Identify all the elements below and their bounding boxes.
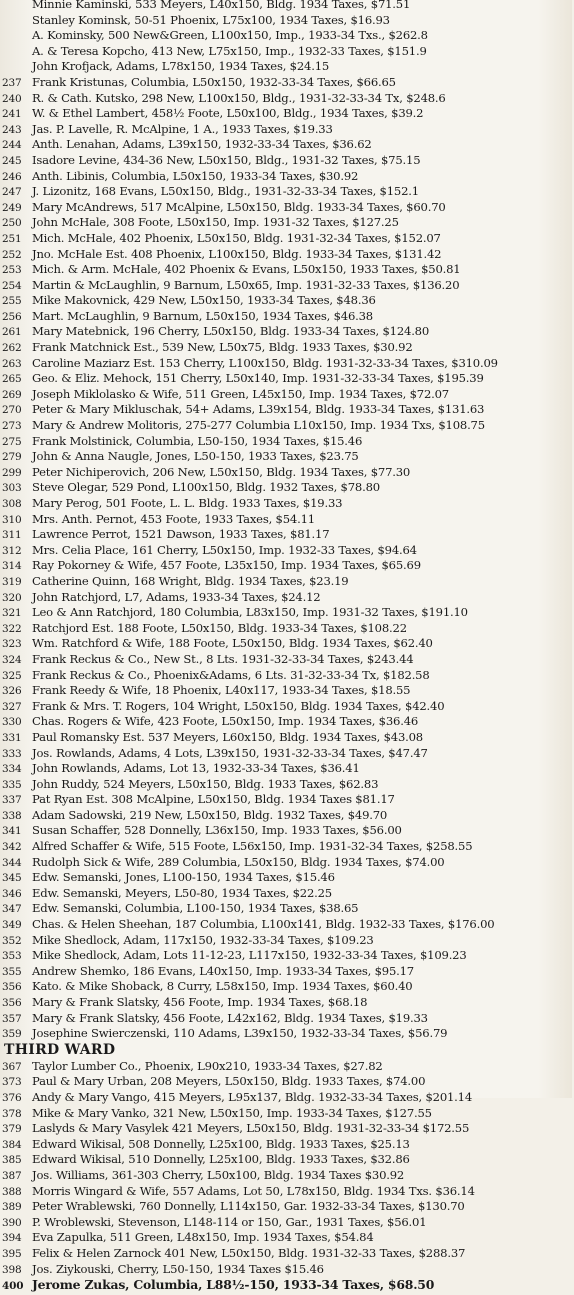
entry-text: Mary & Frank Slatsky, 456 Foote, Imp. 1934 Taxes, $68.18 <box>32 995 368 1009</box>
tax-entry <box>2 683 574 699</box>
tax-entry <box>2 512 574 528</box>
entry-text: R. & Cath. Kutsko, 298 New, L100x150, Bldg., 1931-32-33-34 Tx, $248.6 <box>32 90 446 105</box>
entry-text: Lawrence Perrot, 1521 Dawson, 1933 Taxes, $81.17 <box>32 527 330 542</box>
tax-entry <box>2 543 574 559</box>
entry-number: 367 <box>2 1060 22 1073</box>
entry-text: Mary Perog, 501 Foote, L. L. Bldg. 1933 Taxes, $19.33 <box>32 496 343 510</box>
entry-number: 376 <box>2 1091 22 1104</box>
entry-text: Jno. McHale Est. 408 Phoenix, L100x150, Bldg. 1933-34 Taxes, $131.42 <box>32 246 442 261</box>
entry-text: Stanley Kominsk, 50-51 Phoenix, L75x100, 1934 Taxes, $16.93 <box>32 12 390 27</box>
entry-number: 262 <box>2 342 22 355</box>
entry-number: 319 <box>2 575 22 588</box>
entry-text: Martin & McLaughlin, 9 Barnum, L50x65, Imp. 1931-32-33 Taxes, $136.20 <box>32 277 460 292</box>
tax-entry <box>2 309 574 325</box>
entry-text: Jerome Zukas, Columbia, L88½-150, 1933-34 Taxes, $68.50 <box>32 1277 435 1293</box>
entry-number: 324 <box>2 653 22 666</box>
entry-text: Caroline Maziarz Est. 153 Cherry, L100x150, Bldg. 1931-32-33-34 Taxes, $310.09 <box>32 355 498 370</box>
tax-entry <box>2 823 574 839</box>
tax-entry <box>2 979 574 995</box>
entry-number: 243 <box>2 123 22 136</box>
tax-entry <box>2 465 574 481</box>
entry-number: 303 <box>2 482 22 495</box>
entry-text: Ratchjord Est. 188 Foote, L50x150, Bldg. 1933-34 Taxes, $108.22 <box>32 620 407 635</box>
entry-text: Frank & Mrs. T. Rogers, 104 Wright, L50x150, Bldg. 1934 Taxes, $42.40 <box>32 698 445 713</box>
tax-entry <box>2 324 574 340</box>
entry-number: 378 <box>2 1107 22 1120</box>
entry-number: 347 <box>2 903 22 916</box>
entry-text: Anth. Libinis, Columbia, L50x150, 1933-34 Taxes, $30.92 <box>32 168 359 183</box>
entry-text: J. Lizonitz, 168 Evans, L50x150, Bldg., 1931-32-33-34 Taxes, $152.1 <box>32 184 419 199</box>
entry-text: Frank Reedy & Wife, 18 Phoenix, L40x117, 1933-34 Taxes, $18.55 <box>32 683 411 698</box>
tax-entry <box>2 28 574 44</box>
tax-entry <box>2 1011 574 1027</box>
tax-entry <box>2 200 574 216</box>
entry-number: 244 <box>2 139 22 152</box>
tax-entry <box>2 215 574 231</box>
entry-number: 353 <box>2 950 22 963</box>
tax-entry <box>2 1090 574 1106</box>
entry-number: 400 <box>2 1280 24 1293</box>
tax-entry <box>2 1199 574 1215</box>
entry-number: 341 <box>2 825 22 838</box>
entry-number: 342 <box>2 841 22 854</box>
tax-entry <box>2 699 574 715</box>
entry-text: Alfred Schaffer & Wife, 515 Foote, L56x150, Imp. 1931-32-34 Taxes, $258.55 <box>32 839 473 854</box>
entry-number: 357 <box>2 1012 22 1025</box>
entry-number: 308 <box>2 498 22 510</box>
entry-number: 255 <box>2 295 22 308</box>
entry-number: 388 <box>2 1185 22 1198</box>
entry-text: Edw. Semanski, Meyers, L50-80, 1934 Taxes, $22.25 <box>32 885 332 900</box>
tax-entry <box>2 91 574 107</box>
entry-text: Leo & Ann Ratchjord, 180 Columbia, L83x150, Imp. 1931-32 Taxes, $191.10 <box>32 605 468 620</box>
tax-entry <box>2 293 574 309</box>
tax-entry <box>2 13 574 29</box>
tax-entry <box>2 153 574 169</box>
tax-entry <box>2 434 574 450</box>
entry-number: 344 <box>2 856 22 869</box>
entry-number: 345 <box>2 872 22 885</box>
entry-text: Mike & Mary Vanko, 321 New, L50x150, Imp. 1933-34 Taxes, $127.55 <box>32 1105 432 1120</box>
entry-number: 352 <box>2 934 22 947</box>
entry-number: 394 <box>2 1232 22 1245</box>
entry-number: 237 <box>2 76 22 89</box>
entry-text: Rudolph Sick & Wife, 289 Columbia, L50x150, Bldg. 1934 Taxes, $74.00 <box>32 854 445 869</box>
tax-entry <box>2 1277 574 1293</box>
entry-text: Mich. & Arm. McHale, 402 Phoenix & Evans, L50x150, 1933 Taxes, $50.81 <box>32 262 461 277</box>
tax-entry <box>2 574 574 590</box>
entry-number: 359 <box>2 1028 22 1041</box>
tax-entry <box>2 1059 574 1075</box>
entry-number: 249 <box>2 201 22 214</box>
entry-text: Frank Matchnick Est., 539 New, L50x75, Bldg. 1933 Taxes, $30.92 <box>32 340 413 355</box>
tax-entry <box>2 964 574 980</box>
entry-text: Josephine Swierczenski, 110 Adams, L39x150, 1932-33-34 Taxes, $56.79 <box>32 1026 448 1041</box>
tax-entry <box>2 371 574 387</box>
tax-entry <box>2 44 574 60</box>
tax-entry <box>2 590 574 606</box>
tax-entry <box>2 917 574 933</box>
entry-number: 334 <box>2 763 22 776</box>
tax-entry <box>2 418 574 434</box>
entry-number: 263 <box>2 357 22 370</box>
entry-text: Chas. Rogers & Wife, 423 Foote, L50x150, Imp. 1934 Taxes, $36.46 <box>32 714 419 729</box>
entry-text: Geo. & Eliz. Mehock, 151 Cherry, L50x140, Imp. 1931-32-33-34 Taxes, $195.39 <box>32 371 484 386</box>
entry-number: 252 <box>2 248 22 261</box>
entry-number: 321 <box>2 607 22 620</box>
entry-text: Mrs. Celia Place, 161 Cherry, L50x150, Imp. 1932-33 Taxes, $94.64 <box>32 542 417 557</box>
entry-text: Paul Romansky Est. 537 Meyers, L60x150, Bldg. 1934 Taxes, $43.08 <box>32 729 423 744</box>
tax-entry <box>2 1074 574 1090</box>
entry-number: 320 <box>2 591 22 604</box>
tax-entry <box>2 995 574 1011</box>
tax-entry <box>2 278 574 294</box>
entry-text: Frank Kristunas, Columbia, L50x150, 1932-33-34 Taxes, $66.65 <box>32 74 396 89</box>
entry-number: 355 <box>2 965 22 978</box>
tax-entry <box>2 808 574 824</box>
tax-entry <box>2 746 574 762</box>
entry-text: Frank Molstinick, Columbia, L50-150, 1934 Taxes, $15.46 <box>32 433 363 448</box>
entry-number: 398 <box>2 1263 22 1276</box>
entry-text: John Rowlands, Adams, Lot 13, 1932-33-34 Taxes, $36.41 <box>32 761 360 776</box>
entry-text: Wm. Ratchford & Wife, 188 Foote, L50x150, Bldg. 1934 Taxes, $62.40 <box>32 636 433 651</box>
tax-entry <box>2 59 574 75</box>
entry-number: 246 <box>2 170 22 183</box>
tax-entry <box>2 792 574 808</box>
entry-text: John Ratchjord, L7, Adams, 1933-34 Taxes, $24.12 <box>32 589 321 604</box>
tax-entry <box>2 247 574 263</box>
tax-entry <box>2 75 574 91</box>
entry-text: Anth. Lenahan, Adams, L39x150, 1932-33-34 Taxes, $36.62 <box>32 137 372 152</box>
tax-entry <box>2 652 574 668</box>
entry-text: Morris Wingard & Wife, 557 Adams, Lot 50, L78x150, Bldg. 1934 Txs. $36.14 <box>32 1183 475 1198</box>
entry-number: 247 <box>2 186 22 199</box>
entry-text: Edward Wikisal, 510 Donnelly, L25x100, Bldg. 1933 Taxes, $32.86 <box>32 1152 410 1167</box>
entry-text: Andy & Mary Vango, 415 Meyers, L95x137, Bldg. 1932-33-34 Taxes, $201.14 <box>32 1089 473 1104</box>
entry-text: Frank Reckus & Co., New St., 8 Lts. 1931-32-33-34 Taxes, $243.44 <box>32 651 414 666</box>
entry-text: Peter & Mary Mikluschak, 54+ Adams, L39x154, Bldg. 1933-34 Taxes, $131.63 <box>32 402 485 417</box>
entry-text: Edward Wikisal, 508 Donnelly, L25x100, Bldg. 1933 Taxes, $25.13 <box>32 1136 410 1151</box>
entry-number: 299 <box>2 466 22 479</box>
entry-text: Paul & Mary Urban, 208 Meyers, L50x150, Bldg. 1933 Taxes, $74.00 <box>32 1074 426 1089</box>
tax-entry <box>2 558 574 574</box>
entry-text: Adam Sadowski, 219 New, L50x150, Bldg. 1932 Taxes, $49.70 <box>32 807 388 822</box>
tax-entry <box>2 184 574 200</box>
entry-number: 327 <box>2 700 22 713</box>
entry-text: A. Kominsky, 500 New&Green, L100x150, Imp., 1933-34 Txs., $262.8 <box>32 28 428 43</box>
third-ward-heading: THIRD WARD <box>4 1041 116 1058</box>
entry-text: Taylor Lumber Co., Phoenix, L90x210, 1933-34 Taxes, $27.82 <box>32 1058 383 1073</box>
tax-entry <box>2 1026 574 1042</box>
entry-text: Jos. Ziykouski, Cherry, L50-150, 1934 Taxes $15.46 <box>32 1261 324 1276</box>
entry-number: 312 <box>2 544 22 557</box>
tax-entry <box>2 714 574 730</box>
entry-text: Peter Nichiperovich, 206 New, L50x150, Bldg. 1934 Taxes, $77.30 <box>32 464 411 479</box>
tax-entry <box>2 855 574 871</box>
entry-number: 389 <box>2 1201 22 1214</box>
entry-text: Jos. Rowlands, Adams, 4 Lots, L39x150, 1931-32-33-34 Taxes, $47.47 <box>32 745 428 760</box>
entry-number: 256 <box>2 310 22 323</box>
tax-entry <box>2 933 574 949</box>
tax-entry <box>2 231 574 247</box>
entry-text: Mary & Frank Slatsky, 456 Foote, L42x162, Bldg. 1934 Taxes, $19.33 <box>32 1010 428 1025</box>
entry-number: 384 <box>2 1138 22 1151</box>
entry-text: John McHale, 308 Foote, L50x150, Imp. 1931-32 Taxes, $127.25 <box>32 215 399 230</box>
entry-number: 349 <box>2 919 22 932</box>
entry-number: 385 <box>2 1154 22 1167</box>
entry-text: Mary & Andrew Molitoris, 275-277 Columbia L10x150, Imp. 1934 Txs, $108.75 <box>32 418 485 433</box>
entry-number: 265 <box>2 373 22 386</box>
entry-text: John & Anna Naugle, Jones, L50-150, 1933 Taxes, $23.75 <box>32 449 359 464</box>
entry-text: Jos. Williams, 361-303 Cherry, L50x100, Bldg. 1934 Taxes $30.92 <box>32 1167 405 1182</box>
entry-text: Steve Olegar, 529 Pond, L100x150, Bldg. 1932 Taxes, $78.80 <box>32 480 380 495</box>
tax-entry <box>2 1106 574 1122</box>
entry-number: 254 <box>2 279 22 292</box>
entry-text: Frank Reckus & Co., Phoenix&Adams, 6 Lts. 31-32-33-34 Tx, $182.58 <box>32 667 430 682</box>
entry-text: Isadore Levine, 434-36 New, L50x150, Bldg., 1931-32 Taxes, $75.15 <box>32 152 421 167</box>
entry-number: 346 <box>2 887 22 900</box>
entry-text: Mike Makovnick, 429 New, L50x150, 1933-34 Taxes, $48.36 <box>32 293 376 308</box>
tax-entry <box>2 1230 574 1246</box>
entry-text: Mary Matebnick, 196 Cherry, L50x150, Bldg. 1933-34 Taxes, $124.80 <box>32 324 430 339</box>
tax-entry <box>2 0 574 13</box>
entry-text: Mike Shedlock, Adam, Lots 11-12-23, L117x150, 1932-33-34 Taxes, $109.23 <box>32 948 467 963</box>
entry-number: 373 <box>2 1076 22 1089</box>
tax-entry <box>2 106 574 122</box>
entry-text: Laslyds & Mary Vasylek 421 Meyers, L50x150, Bldg. 1931-32-33-34 $172.55 <box>32 1121 470 1136</box>
entry-number: 335 <box>2 778 22 791</box>
entry-number: 270 <box>2 404 22 417</box>
tax-entry <box>2 169 574 185</box>
entry-number: 240 <box>2 92 22 105</box>
tax-entry <box>2 137 574 153</box>
entry-number: 275 <box>2 435 22 448</box>
entry-number: 337 <box>2 794 22 807</box>
tax-entry <box>2 1168 574 1184</box>
entry-number: 387 <box>2 1169 22 1182</box>
entry-text: John Krofjack, Adams, L78x150, 1934 Taxes, $24.15 <box>32 59 330 74</box>
tax-entry <box>2 777 574 793</box>
tax-entry <box>2 1184 574 1200</box>
tax-entry <box>2 480 574 496</box>
entry-text: Minnie Kaminski, 533 Meyers, L40x150, Bldg. 1934 Taxes, $71.51 <box>32 0 411 11</box>
tax-entry <box>2 449 574 465</box>
entry-text: Kato. & Mike Shoback, 8 Curry, L58x150, Imp. 1934 Taxes, $60.40 <box>32 979 413 994</box>
entry-number: 310 <box>2 513 22 526</box>
entry-text: W. & Ethel Lambert, 458½ Foote, L50x100, Bldg., 1934 Taxes, $39.2 <box>32 106 424 121</box>
tax-entry <box>2 496 574 512</box>
tax-entry <box>2 621 574 637</box>
tax-entry <box>2 948 574 964</box>
tax-entry <box>2 668 574 684</box>
entry-number: 356 <box>2 997 22 1009</box>
tax-entry <box>2 839 574 855</box>
entry-number: 395 <box>2 1247 22 1260</box>
entry-list <box>2 0 574 1042</box>
entry-text: Mary McAndrews, 517 McAlpine, L50x150, Bldg. 1933-34 Taxes, $60.70 <box>32 199 446 214</box>
tax-entry <box>2 1246 574 1262</box>
tax-entry <box>2 387 574 403</box>
tax-entry <box>2 527 574 543</box>
entry-text: Mrs. Anth. Pernot, 453 Foote, 1933 Taxes, $54.11 <box>32 511 315 526</box>
tax-entry <box>2 356 574 372</box>
tax-entry <box>2 636 574 652</box>
entry-number: 326 <box>2 685 22 698</box>
entry-number: 241 <box>2 108 22 121</box>
entry-number: 331 <box>2 731 22 744</box>
entry-text: Andrew Shemko, 186 Evans, L40x150, Imp. 1933-34 Taxes, $95.17 <box>32 963 414 978</box>
entry-text: Felix & Helen Zarnock 401 New, L50x150, Bldg. 1931-32-33 Taxes, $288.37 <box>32 1245 466 1260</box>
tax-entry <box>2 901 574 917</box>
tax-entry <box>2 605 574 621</box>
entry-number: 323 <box>2 638 22 651</box>
entry-text: Jas. P. Lavelle, R. McAlpine, 1 A., 1933 Taxes, $19.33 <box>32 121 333 136</box>
entry-number: 245 <box>2 154 22 167</box>
entry-number: 379 <box>2 1123 22 1136</box>
tax-entry <box>2 1262 574 1278</box>
entry-text: Susan Schaffer, 528 Donnelly, L36x150, Imp. 1933 Taxes, $56.00 <box>32 823 402 838</box>
tax-entry <box>2 262 574 278</box>
tax-entry <box>2 340 574 356</box>
tax-entry <box>2 761 574 777</box>
entry-number: 279 <box>2 451 22 464</box>
entry-number: 261 <box>2 326 22 339</box>
entry-text: Mike Shedlock, Adam, 117x150, 1932-33-34 Taxes, $109.23 <box>32 932 374 947</box>
entry-text: Catherine Quinn, 168 Wright, Bldg. 1934 Taxes, $23.19 <box>32 573 349 588</box>
entry-text: Pat Ryan Est. 308 McAlpine, L50x150, Bldg. 1934 Taxes $81.17 <box>32 792 395 807</box>
entry-text: Ray Pokorney & Wife, 457 Foote, L35x150, Imp. 1934 Taxes, $65.69 <box>32 558 421 573</box>
tax-entry <box>2 1152 574 1168</box>
entry-text: A. & Teresa Kopcho, 413 New, L75x150, Imp., 1932-33 Taxes, $151.9 <box>32 43 427 58</box>
entry-number: 322 <box>2 622 22 635</box>
tax-entry <box>2 886 574 902</box>
entry-number: 333 <box>2 747 22 760</box>
entry-text: Chas. & Helen Sheehan, 187 Columbia, L100x141, Bldg. 1932-33 Taxes, $176.00 <box>32 917 495 932</box>
tax-entry <box>2 870 574 886</box>
tax-entry <box>2 122 574 138</box>
tax-entry <box>2 1121 574 1137</box>
entry-text: Peter Wrablewski, 760 Donnelly, L114x150, Gar. 1932-33-34 Taxes, $130.70 <box>32 1199 465 1214</box>
entry-number: 314 <box>2 560 22 573</box>
entry-number: 325 <box>2 669 22 682</box>
entry-number: 330 <box>2 716 22 729</box>
entry-number: 251 <box>2 232 22 245</box>
tax-entry <box>2 1215 574 1231</box>
third-ward-entry-list <box>2 1059 574 1293</box>
entry-number: 269 <box>2 388 22 401</box>
entry-text: Edw. Semanski, Jones, L100-150, 1934 Taxes, $15.46 <box>32 870 335 885</box>
entry-number: 311 <box>2 529 22 542</box>
entry-number: 390 <box>2 1216 22 1229</box>
entry-text: Joseph Miklolasko & Wife, 511 Green, L45x150, Imp. 1934 Taxes, $72.07 <box>32 386 449 401</box>
entry-text: Mart. McLaughlin, 9 Barnum, L50x150, 1934 Taxes, $46.38 <box>32 308 373 323</box>
entry-text: John Ruddy, 524 Meyers, L50x150, Bldg. 1933 Taxes, $62.83 <box>32 776 379 791</box>
entry-number: 273 <box>2 420 22 433</box>
tax-entry <box>2 730 574 746</box>
entry-text: Edw. Semanski, Columbia, L100-150, 1934 Taxes, $38.65 <box>32 901 359 916</box>
entry-number: 338 <box>2 809 22 822</box>
entry-number: 356 <box>2 981 22 994</box>
entry-text: P. Wroblewski, Stevenson, L148-114 or 150, Gar., 1931 Taxes, $56.01 <box>32 1214 427 1229</box>
tax-entry <box>2 1137 574 1153</box>
entry-number: 250 <box>2 217 22 230</box>
entry-text: Eva Zapulka, 511 Green, L48x150, Imp. 1934 Taxes, $54.84 <box>32 1230 374 1245</box>
entry-number: 253 <box>2 264 22 277</box>
entry-text: Mich. McHale, 402 Phoenix, L50x150, Bldg. 1931-32-34 Taxes, $152.07 <box>32 230 441 245</box>
tax-entry <box>2 402 574 418</box>
